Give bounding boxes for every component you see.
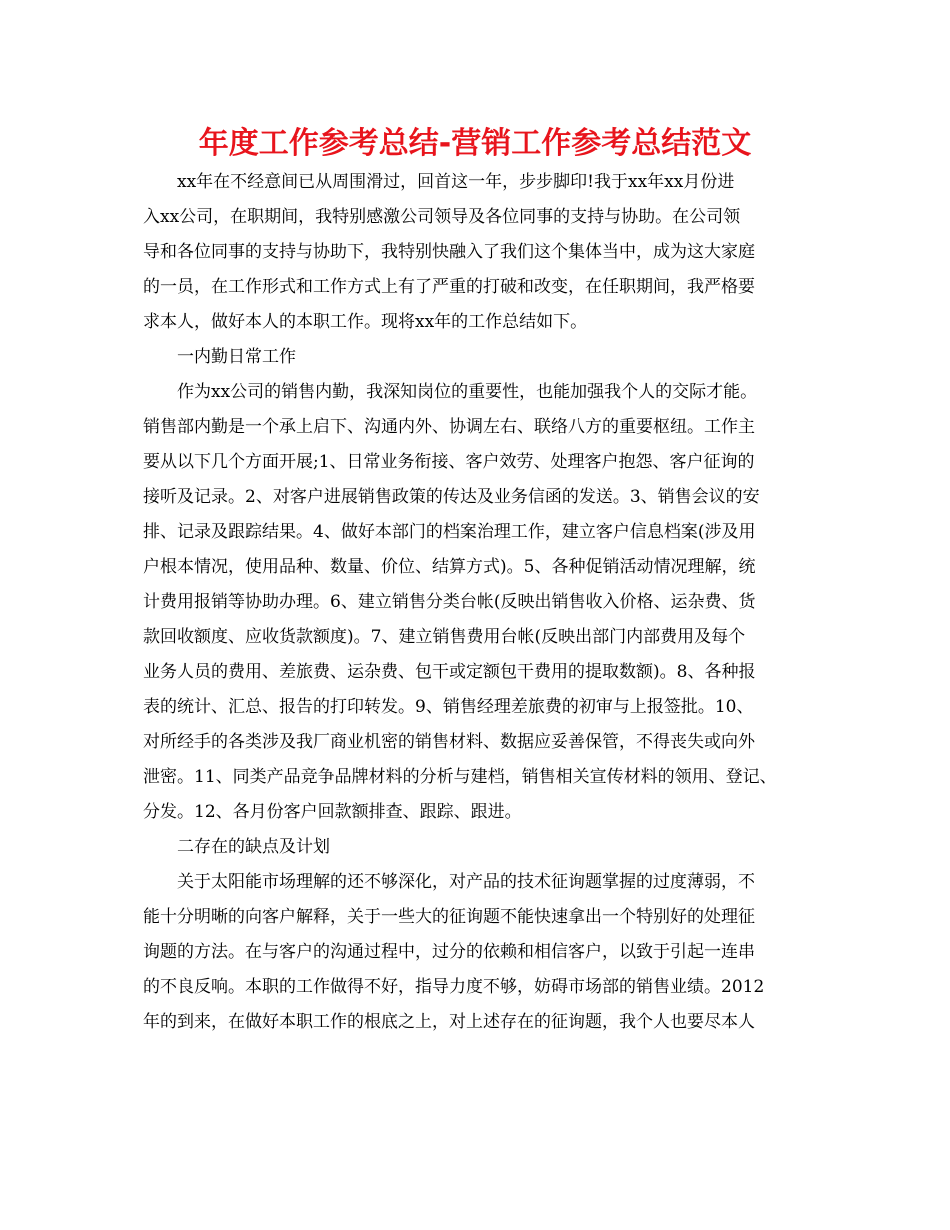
body-line: 能十分明晰的向客户解释，关于一些大的征询题不能快速拿出一个特别好的处理征 [143,907,755,927]
body-line: 泄密。11、同类产品竞争品牌材料的分析与建档，销售相关宣传材料的领用、登记、 [143,767,777,787]
body-line: 年的到来，在做好本职工作的根底之上，对上述存在的征询题，我个人也要尽本人 [143,1012,755,1032]
body-line: 要从以下几个方面开展;1、日常业务衔接、客户效劳、处理客户抱怨、客户征询的 [143,452,755,472]
body-line: 求本人，做好本人的本职工作。现将xx年的工作总结如下。 [143,312,588,332]
body-line: 表的统计、汇总、报告的打印转发。9、销售经理差旅费的初审与上报签批。10、 [143,697,754,717]
body-line: 入xx公司，在职期间，我特别感激公司领导及各位同事的支持与协助。在公司领 [143,207,741,227]
document-title: 年度工作参考总结-营销工作参考总结范文 [198,126,752,161]
body-line: 排、记录及跟踪结果。4、做好本部门的档案治理工作，建立客户信息档案(涉及用 [143,522,756,542]
section-heading: 二存在的缺点及计划 [143,837,330,857]
body-line: 户根本情况，使用品种、数量、价位、结算方式)。5、各种促销活动情况理解，统 [143,557,756,577]
body-line: 计费用报销等协助办理。6、建立销售分类台帐(反映出销售收入价格、运杂费、货 [143,592,756,612]
body-line: 的一员，在工作形式和工作方式上有了严重的打破和改变，在任职期间，我严格要 [143,277,755,297]
section-heading: 一内勤日常工作 [143,347,296,367]
body-line: 询题的方法。在与客户的沟通过程中，过分的依赖和相信客户，以致于引起一连串 [143,942,755,962]
body-line: 分发。12、各月份客户回款额排查、跟踪、跟进。 [143,802,522,822]
body-line: 导和各位同事的支持与协助下，我特别快融入了我们这个集体当中，成为这大家庭 [143,242,755,262]
body-line: 关于太阳能市场理解的还不够深化，对产品的技术征询题掌握的过度薄弱，不 [143,872,755,892]
body-line: 业务人员的费用、差旅费、运杂费、包干或定额包干费用的提取数额)。8、各种报 [143,662,756,682]
body-line: 的不良反响。本职的工作做得不好，指导力度不够，妨碍市场部的销售业绩。2012 [143,977,765,997]
body-line: 作为xx公司的销售内勤，我深知岗位的重要性，也能加强我个人的交际才能。 [143,382,758,402]
body-line: 销售部内勤是一个承上启下、沟通内外、协调左右、联络八方的重要枢纽。工作主 [143,417,755,437]
body-line: xx年在不经意间已从周围滑过，回首这一年，步步脚印!我于xx年xx月份进 [143,172,735,192]
body-line: 款回收额度、应收货款额度)。7、建立销售费用台帐(反映出部门内部费用及每个 [143,627,746,647]
body-line: 接听及记录。2、对客户进展销售政策的传达及业务信函的发送。3、销售会议的安 [143,487,760,507]
body-line: 对所经手的各类涉及我厂商业机密的销售材料、数据应妥善保管，不得丧失或向外 [143,732,755,752]
